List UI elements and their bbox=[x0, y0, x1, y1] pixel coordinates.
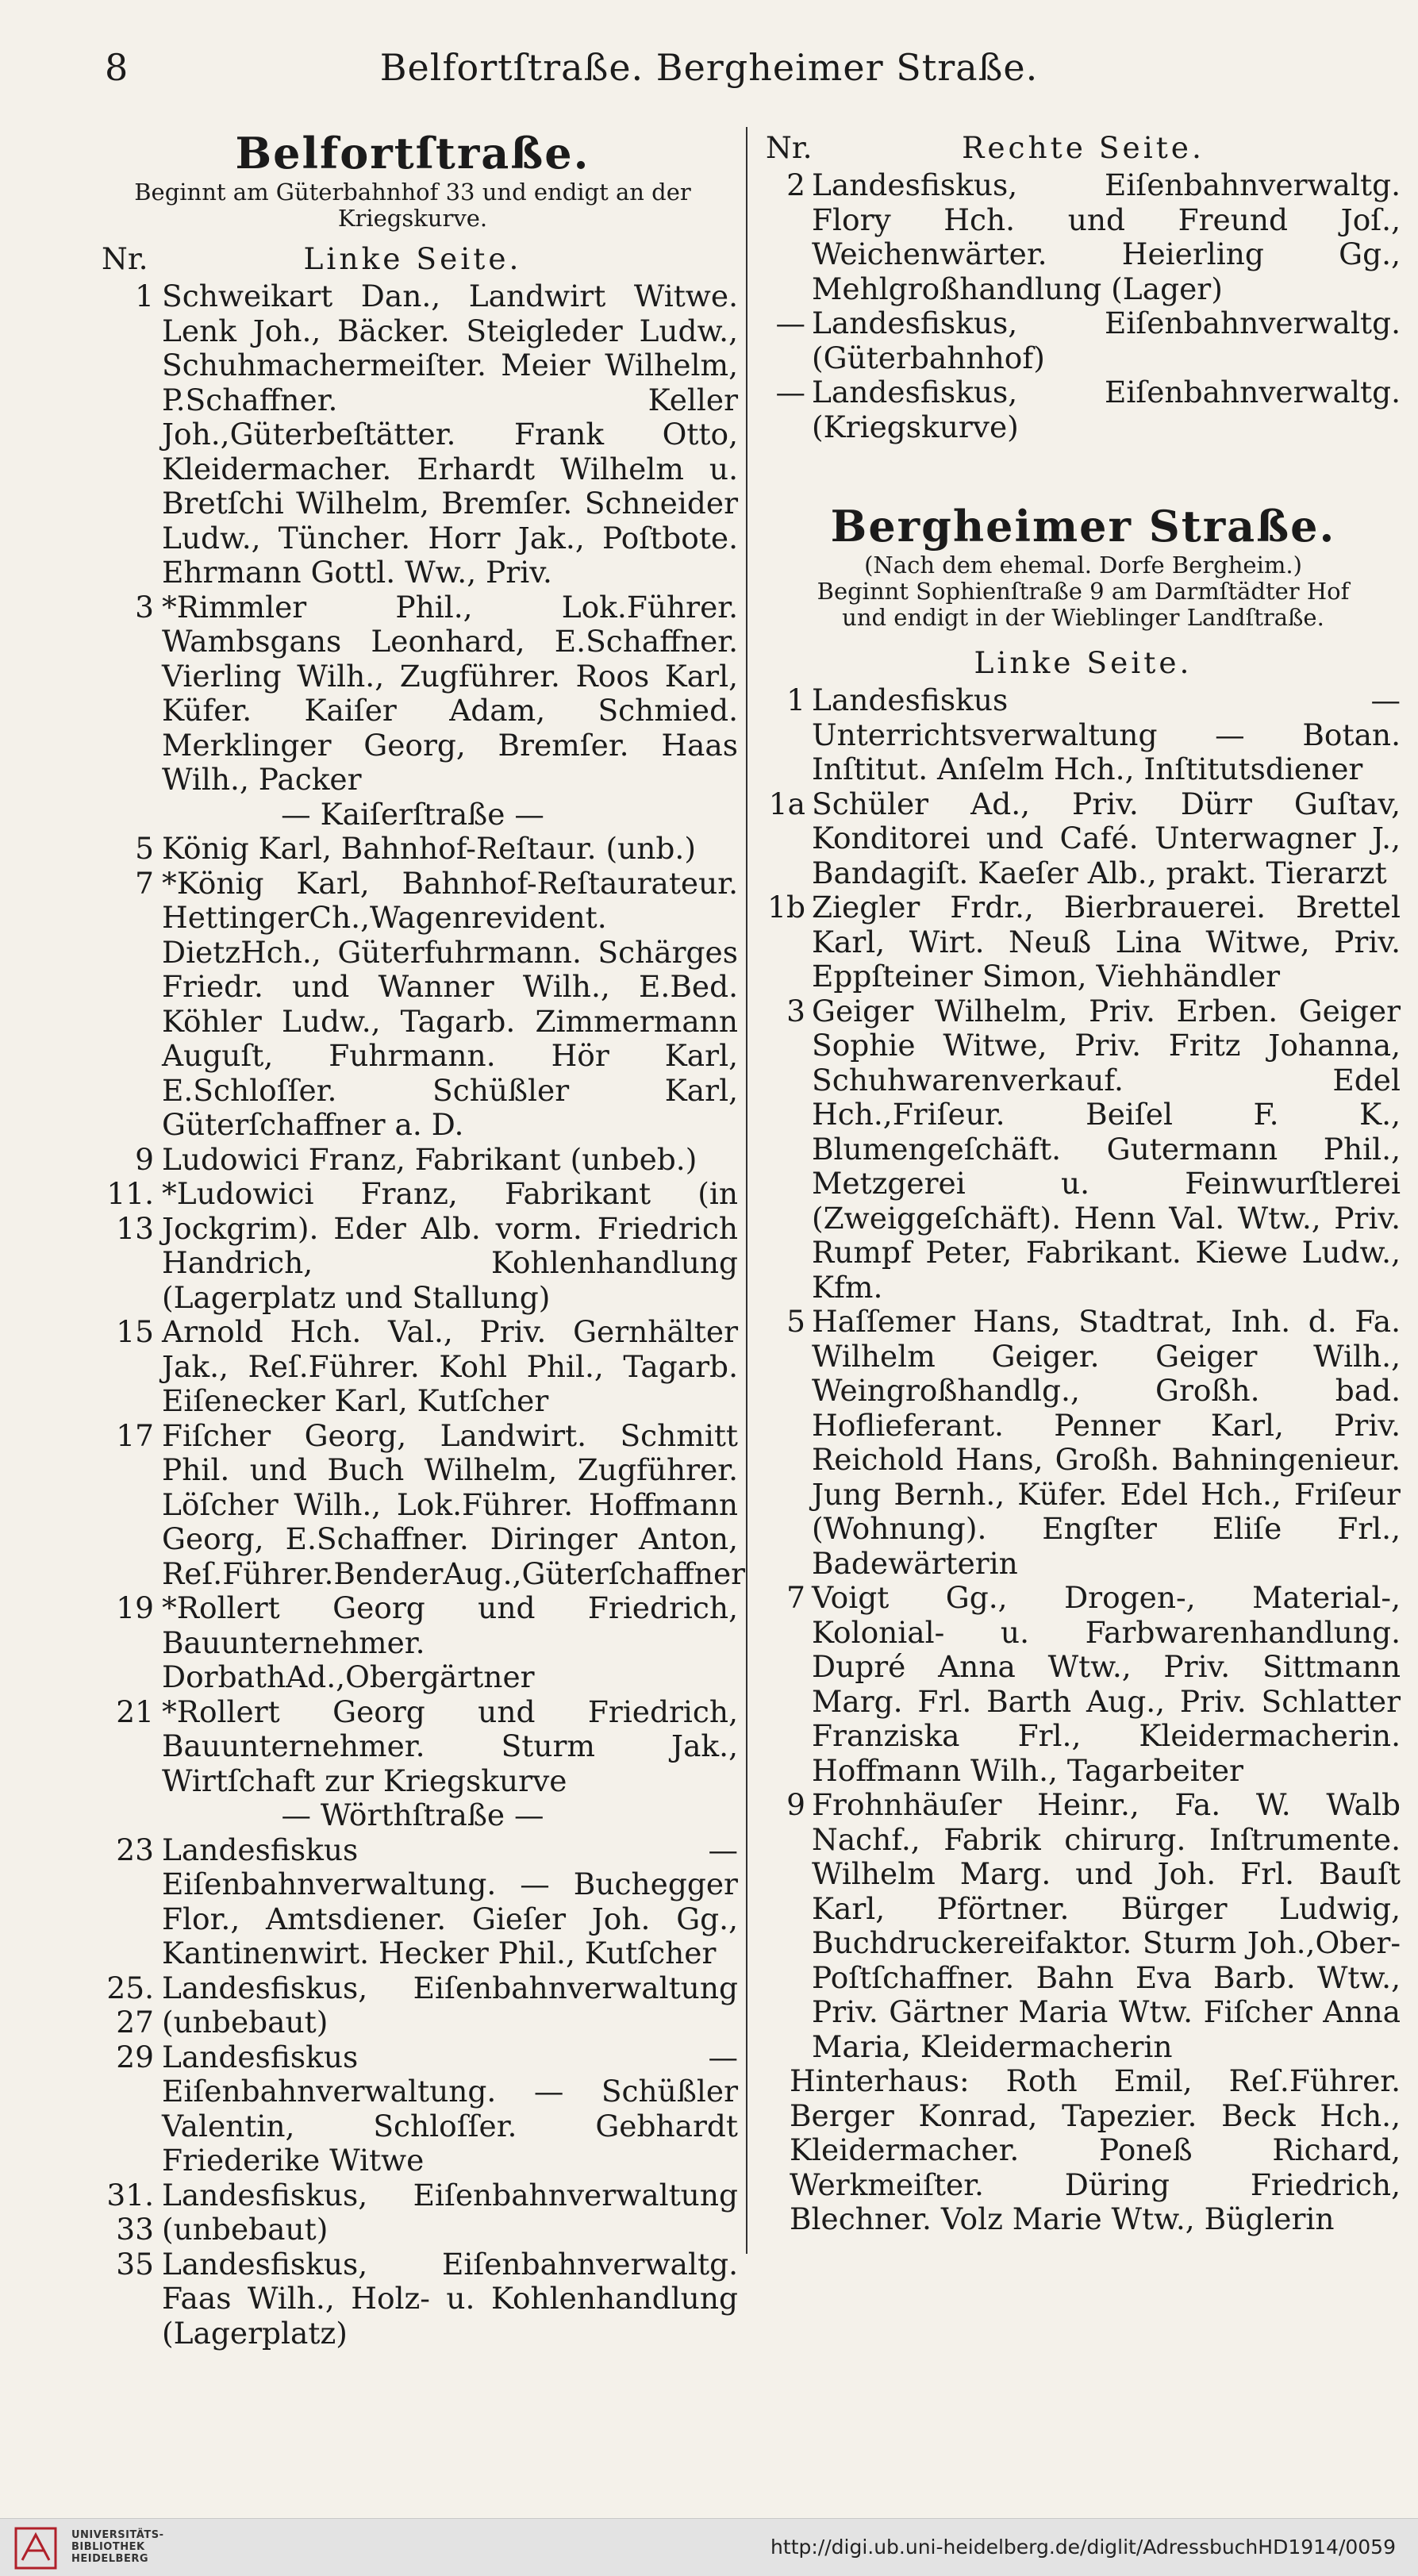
street-note: Beginnt am Güterbahnhof 33 und endigt an der Kriegskurve. bbox=[134, 179, 691, 232]
resident-list: Geiger Wilhelm, Priv. Erben. Geiger Sophie Witwe, Priv. Fritz Johanna, Schuhwarenverkauf. Edel Hch.,Friſeur. Beiſel F. K., Blumengeſchäft. Gutermann Phil., Metzgerei u. Feinwurſtlerei (Zweiggeſchäft). Henn Val. Wtw., Priv. Rumpf Peter, Fabrikant. Kiewe Ludw., Kfm. bbox=[812, 993, 1401, 1305]
nr-label: Nr. bbox=[766, 130, 813, 165]
cross-street-separator: — Wörthſtraße — bbox=[281, 1797, 544, 1832]
side-header-right bbox=[766, 127, 1401, 168]
address-entry bbox=[766, 1305, 1401, 1581]
resident-list: Ziegler Frdr., Bierbrauerei. Brettel Karl, Wirt. Neuß Lina Witwe, Priv. Eppſteiner Simon, Viehhändler bbox=[812, 890, 1401, 994]
house-number: 5 bbox=[135, 831, 154, 866]
side-label: Rechte Seite. bbox=[962, 130, 1205, 165]
nr-label: Nr. bbox=[102, 241, 148, 276]
house-number: — bbox=[775, 306, 805, 340]
house-number: 11. 13 bbox=[106, 1176, 154, 1246]
address-entry bbox=[766, 787, 1401, 891]
entry-list bbox=[87, 279, 746, 2351]
house-number: 19 bbox=[116, 1590, 154, 1625]
house-number: — bbox=[775, 375, 805, 409]
side-label: Linke Seite. bbox=[303, 241, 522, 276]
resident-list: Landesfiskus, Eiſenbahnverwaltg. (Kriegskurve) bbox=[812, 375, 1401, 444]
resident-list: Landesfiskus, Eiſenbahnverwaltung (unbebaut) bbox=[162, 2177, 738, 2247]
column-divider bbox=[746, 127, 747, 2254]
house-number: 23 bbox=[116, 1832, 154, 1867]
page-header bbox=[95, 40, 1323, 95]
house-number: 25. 27 bbox=[106, 1970, 154, 2040]
address-entry bbox=[766, 1581, 1401, 1788]
running-title: Belfortſtraße. Bergheimer Straße. bbox=[379, 46, 1039, 89]
house-number: 9 bbox=[786, 1787, 805, 1822]
left-column bbox=[87, 127, 746, 2351]
house-number: 29 bbox=[116, 2039, 154, 2074]
address-entry bbox=[87, 867, 738, 1143]
address-entry bbox=[87, 832, 738, 867]
address-entry bbox=[87, 1971, 738, 2040]
address-entry bbox=[87, 279, 738, 590]
address-entry bbox=[87, 2040, 738, 2178]
house-number: 1 bbox=[135, 279, 154, 313]
house-number: 15 bbox=[116, 1314, 154, 1349]
page-number: 8 bbox=[105, 46, 129, 89]
address-entry bbox=[766, 890, 1401, 994]
entry-list bbox=[766, 683, 1401, 2064]
address-entry bbox=[87, 2247, 738, 2351]
side-header bbox=[766, 642, 1401, 683]
right-column bbox=[766, 127, 1401, 2237]
house-number: 5 bbox=[786, 1304, 805, 1339]
house-number: 17 bbox=[116, 1417, 154, 1453]
ub-heidelberg-logo-icon bbox=[14, 2527, 57, 2570]
address-entry bbox=[87, 590, 738, 798]
side-header-left bbox=[87, 238, 738, 279]
resident-list: *Rollert Georg und Friedrich, Bauunternehmer. DorbathAd.,Obergärtner bbox=[162, 1590, 738, 1694]
house-number: 1a bbox=[768, 786, 805, 821]
resident-list: Schweikart Dan., Landwirt Witwe. Lenk Joh., Bäcker. Steigleder Ludw., Schuhmachermeiſter. Meier Wilhelm, P.Schaffner. Keller Joh.,Güterbeſtätter. Frank Otto, Kleidermacher. Erhardt Wilhelm u. Bretſchi Wilhelm, Bremſer. Schneider Ludw., Tüncher. Horr Jak., Poſtbote. Ehrmann Gottl. Ww., Priv. bbox=[162, 279, 738, 590]
address-entry bbox=[766, 1788, 1401, 2064]
resident-list: *Rimmler Phil., Lok.Führer. Wambsgans Leonhard, E.Schaffner. Vierling Wilh., Zugführer. Roos Karl, Küfer. Kaiſer Adam, Schmied. Merklinger Georg, Bremſer. Haas Wilh., Packer bbox=[162, 589, 738, 797]
resident-list: Landesfiskus — Eiſenbahnverwaltung. — Schüßler Valentin, Schloſſer. Gebhardt Friederike Witwe bbox=[162, 2039, 738, 2178]
house-number: 7 bbox=[135, 865, 154, 901]
address-entry bbox=[87, 1315, 738, 1419]
house-number: 2 bbox=[786, 167, 805, 202]
address-entry bbox=[87, 2178, 738, 2247]
resident-list: Fiſcher Georg, Landwirt. Schmitt Phil. und Buch Wilhelm, Zugführer. Löſcher Wilh., Lok.Führer. Hoffmann Georg, E.Schaffner. Diringer Anton, Reſ.Führer.BenderAug.,Güterſchaffner bbox=[162, 1417, 746, 1591]
resident-list: Landesfiskus, Eiſenbahnverwaltg. (Güterbahnhof) bbox=[812, 306, 1401, 375]
house-number: 3 bbox=[135, 589, 154, 625]
address-entry bbox=[766, 375, 1401, 444]
footer-bar bbox=[0, 2518, 1418, 2576]
house-number: 31. 33 bbox=[106, 2177, 154, 2247]
resident-list: Landesfiskus — Unterrichtsverwaltung — Botan. Inſtitut. Anſelm Hch., Inſtitutsdiener bbox=[812, 682, 1401, 786]
address-entry bbox=[87, 1143, 738, 1178]
address-entry bbox=[87, 1591, 738, 1695]
house-number: 9 bbox=[135, 1141, 154, 1177]
cross-street-separator: — Kaiſerſtraße — bbox=[281, 796, 544, 832]
resident-list: Frohnhäuſer Heinr., Fa. W. Walb Nachf., Fabrik chirurg. Inſtrumente. Wilhelm Marg. und Joh. Frl. Bauſt Karl, Pförtner. Bürger Ludwig, Buchdruckereifaktor. Sturm Joh.,Ober-Poſtſchaffner. Bahn Eva Barb. Wtw., Priv. Gärtner Maria Wtw. Fiſcher Anna Maria, Kleidermacherin bbox=[812, 1787, 1401, 2064]
resident-list: *Ludowici Franz, Fabrikant (in Jockgrim). Eder Alb. vorm. Friedrich Handrich, Kohlenhandlung (Lagerplatz und Stallung) bbox=[162, 1176, 738, 1315]
institution-name: UNIVERSITÄTS- BIBLIOTHEK HEIDELBERG bbox=[71, 2529, 164, 2565]
address-entry bbox=[766, 168, 1401, 306]
resident-list: Ludowici Franz, Fabrikant (unbeb.) bbox=[162, 1141, 697, 1177]
house-number: 1b bbox=[767, 890, 805, 925]
house-number: 3 bbox=[786, 993, 805, 1028]
resident-list: *Rollert Georg und Friedrich, Bauunternehmer. Sturm Jak., Wirtſchaft zur Kriegskurve bbox=[162, 1694, 738, 1798]
hinterhaus-entry: Hinterhaus: Roth Emil, Reſ.Führer. Berger Konrad, Tapezier. Beck Hch., Kleidermacher. Poneß Richard, Werkmeiſter. Düring Friedrich, Blechner. Volz Marie Wtw., Büglerin bbox=[790, 2063, 1401, 2236]
house-number: 35 bbox=[116, 2246, 154, 2282]
resident-list: Landesfiskus, Eiſenbahnverwaltung (unbebaut) bbox=[162, 1970, 738, 2040]
street-note: (Nach dem ehemal. Dorfe Bergheim.) bbox=[864, 552, 1302, 579]
resident-list: Voigt Gg., Drogen-, Material-, Kolonial- u. Farbwarenhandlung. Dupré Anna Wtw., Priv. Sittmann Marg. Frl. Barth Aug., Priv. Schlatter Franziska Frl., Kleidermacherin. Hoffmann Wilh., Tagarbeiter bbox=[812, 1580, 1401, 1788]
street-title-belfortstrasse: Belfortſtraße. bbox=[235, 128, 590, 179]
house-number: 7 bbox=[786, 1580, 805, 1615]
address-entry bbox=[766, 994, 1401, 1305]
side-label: Linke Seite. bbox=[974, 645, 1193, 680]
address-entry bbox=[766, 306, 1401, 375]
entry-list bbox=[766, 168, 1401, 444]
resident-list: Landesfiskus, Eiſenbahnverwaltg. Flory Hch. und Freund Joſ., Weichenwärter. Heierling Gg., Mehlgroßhandlung (Lager) bbox=[812, 167, 1401, 306]
street-title-bergheimer-strasse: Bergheimer Straße. bbox=[830, 501, 1336, 552]
street-note: Beginnt Sophienſtraße 9 am Darmſtädter Hof und endigt in der Wieblinger Landſtraße. bbox=[817, 578, 1350, 631]
address-entry bbox=[87, 1417, 746, 1592]
source-url-link[interactable]: http://digi.ub.uni-heidelberg.de/diglit/AdressbuchHD1914/0059 bbox=[770, 2536, 1396, 2559]
address-entry bbox=[766, 683, 1401, 787]
resident-list: Schüler Ad., Priv. Dürr Guſtav, Konditorei und Café. Unterwagner J., Bandagiſt. Kaeſer Alb., prakt. Tierarzt bbox=[812, 786, 1401, 890]
resident-list: Arnold Hch. Val., Priv. Gernhälter Jak., Reſ.Führer. Kohl Phil., Tagarb. Eiſenecker Karl, Kutſcher bbox=[162, 1314, 738, 1418]
resident-list: *König Karl, Bahnhof-Reſtaurateur. HettingerCh.,Wagenrevident. DietzHch., Güterfuhrmann. Schärges Friedr. und Wanner Wilh., E.Bed. Köhler Ludw., Tagarb. Zimmermann Auguſt, Fuhrmann. Hör Karl, E.Schloſſer. Schüßler Karl, Güterſchaffner a. D. bbox=[162, 865, 738, 1142]
address-entry bbox=[87, 1833, 738, 1971]
address-entry bbox=[87, 1695, 738, 1799]
resident-list: Landesfiskus, Eiſenbahnverwaltg. Faas Wilh., Holz- u. Kohlenhandlung (Lagerplatz) bbox=[162, 2246, 738, 2351]
address-entry bbox=[87, 1177, 738, 1315]
resident-list: Landesfiskus — Eiſenbahnverwaltung. — Buchegger Flor., Amtsdiener. Gieſer Joh. Gg., Kantinenwirt. Hecker Phil., Kutſcher bbox=[162, 1832, 738, 1970]
resident-list: König Karl, Bahnhof-Reſtaur. (unb.) bbox=[162, 831, 696, 866]
house-number: 1 bbox=[786, 682, 805, 717]
resident-list: Haſſemer Hans, Stadtrat, Inh. d. Fa. Wilhelm Geiger. Geiger Wilh., Weingroßhandlg., Großh. bad. Hoflieferant. Penner Karl, Priv. Reichold Hans, Großh. Bahningenieur. Jung Bernh., Küfer. Edel Hch., Friſeur (Wohnung). Engſter Eliſe Frl., Badewärterin bbox=[812, 1304, 1401, 1581]
house-number: 21 bbox=[116, 1694, 154, 1729]
